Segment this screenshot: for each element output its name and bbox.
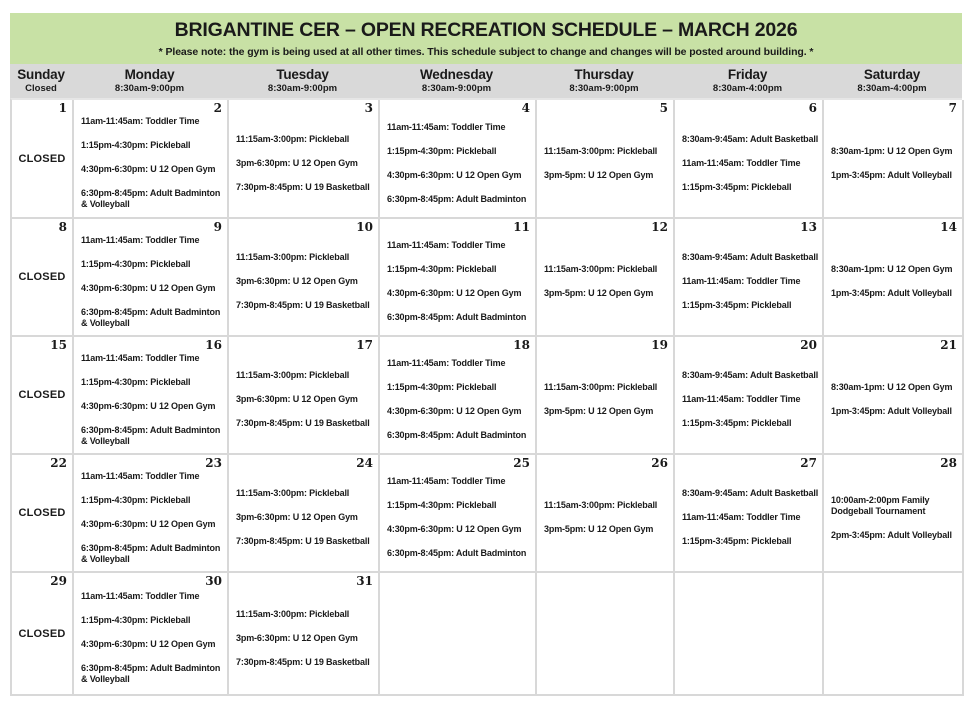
event: 7:30pm-8:45pm: U 19 Basketball <box>236 656 370 667</box>
day-header-row <box>10 64 962 98</box>
day-header-friday <box>673 64 822 98</box>
date-number: 14 <box>940 220 957 234</box>
day-cell-23 <box>74 455 229 573</box>
date-number: 3 <box>364 101 373 115</box>
event: 4:30pm-6:30pm: U 12 Open Gym <box>387 288 522 298</box>
date-number: 19 <box>651 338 668 352</box>
event: 1:15pm-3:45pm: Pickleball <box>682 300 792 310</box>
event: 8:30am-1pm: U 12 Open Gym <box>831 382 953 392</box>
empty-cell <box>380 573 537 696</box>
event: 3pm-6:30pm: U 12 Open Gym <box>236 394 358 404</box>
date-number: 25 <box>513 456 530 470</box>
event: 1:15pm-4:30pm: Pickleball <box>81 494 191 505</box>
event-list <box>229 573 378 694</box>
empty-cell <box>824 573 964 696</box>
event: 11am-11:45am: Toddler Time <box>682 394 801 404</box>
date-number: 15 <box>50 338 67 352</box>
event: 8:30am-9:45am: Adult Basketball <box>682 370 819 380</box>
event: 1:15pm-4:30pm: Pickleball <box>387 145 497 156</box>
event: 1pm-3:45pm: Adult Volleyball <box>831 406 952 416</box>
event: 4:30pm-6:30pm: U 12 Open Gym <box>81 164 216 174</box>
day-name: Monday <box>124 67 175 82</box>
event: 1pm-3:45pm: Adult Volleyball <box>831 288 952 298</box>
day-hours: 8:30am-9:00pm <box>569 83 639 94</box>
event: 10:00am-2:00pm Family Dodgeball Tournament <box>831 494 930 516</box>
event: 11am-11:45am: Toddler Time <box>81 352 200 363</box>
closed-label: CLOSED <box>18 389 66 401</box>
event-list <box>675 337 822 453</box>
day-header-thursday <box>535 64 673 98</box>
event-list <box>74 573 227 694</box>
event: 6:30pm-8:45pm: Adult Badminton & Volleyball <box>81 188 221 209</box>
calendar-grid <box>10 98 962 696</box>
event: 6:30pm-8:45pm: Adult Badminton <box>387 312 527 322</box>
event-list <box>380 337 535 453</box>
event: 4:30pm-6:30pm: U 12 Open Gym <box>387 524 522 534</box>
day-cell-31 <box>229 573 380 696</box>
event: 11:15am-3:00pm: Pickleball <box>236 370 350 380</box>
date-number: 28 <box>940 456 957 470</box>
event: 8:30am-9:45am: Adult Basketball <box>682 488 819 498</box>
event: 11am-11:45am: Toddler Time <box>387 121 506 132</box>
event: 1:15pm-3:45pm: Pickleball <box>682 418 792 428</box>
event-list <box>74 100 227 217</box>
event: 11:15am-3:00pm: Pickleball <box>544 145 658 156</box>
date-number: 27 <box>800 456 817 470</box>
event: 11:15am-3:00pm: Pickleball <box>544 500 658 510</box>
empty-cell <box>537 573 675 696</box>
event: 8:30am-9:45am: Adult Basketball <box>682 133 819 144</box>
event-list <box>824 455 962 571</box>
closed-label: CLOSED <box>18 627 66 640</box>
event: 4:30pm-6:30pm: U 12 Open Gym <box>387 169 522 180</box>
day-name: Sunday <box>17 67 65 82</box>
event-list <box>675 100 822 217</box>
event: 3pm-6:30pm: U 12 Open Gym <box>236 632 358 643</box>
day-cell-11 <box>380 219 537 337</box>
date-number: 22 <box>50 456 67 470</box>
event: 8:30am-1pm: U 12 Open Gym <box>831 145 953 156</box>
page-title: BRIGANTINE CER – OPEN RECREATION SCHEDULE – MARCH 2026 <box>174 19 798 41</box>
day-name: Thursday <box>574 67 634 82</box>
event-list <box>229 100 378 217</box>
date-number: 10 <box>356 220 373 234</box>
event: 7:30pm-8:45pm: U 19 Basketball <box>236 181 370 192</box>
event: 3pm-5pm: U 12 Open Gym <box>544 406 654 416</box>
day-cell-25 <box>380 455 537 573</box>
day-cell-4 <box>380 100 537 219</box>
day-cell-6 <box>675 100 824 219</box>
event: 6:30pm-8:45pm: Adult Badminton & Volleyball <box>81 542 221 564</box>
event: 6:30pm-8:45pm: Adult Badminton & Volleyball <box>81 663 221 684</box>
day-header-monday <box>72 64 227 98</box>
date-number: 20 <box>800 338 817 352</box>
date-number: 2 <box>213 101 222 115</box>
day-cell-16 <box>74 337 229 455</box>
empty-cell <box>675 573 824 696</box>
event-list <box>74 219 227 335</box>
event: 11am-11:45am: Toddler Time <box>682 512 801 522</box>
event: 8:30am-9:45am: Adult Basketball <box>682 252 819 262</box>
day-cell-3 <box>229 100 380 219</box>
date-number: 11 <box>513 220 530 234</box>
event: 1:15pm-4:30pm: Pickleball <box>387 264 497 274</box>
closed-label: CLOSED <box>18 271 66 283</box>
event: 11:15am-3:00pm: Pickleball <box>236 252 350 262</box>
date-number: 4 <box>521 101 530 115</box>
day-cell-13 <box>675 219 824 337</box>
day-cell-14 <box>824 219 964 337</box>
date-number: 6 <box>808 101 817 115</box>
day-cell-22 <box>12 455 74 573</box>
event-list <box>229 219 378 335</box>
date-number: 29 <box>50 574 67 588</box>
date-number: 13 <box>800 220 817 234</box>
event-list <box>537 337 673 453</box>
closed-label: CLOSED <box>18 152 66 165</box>
day-cell-7 <box>824 100 964 219</box>
event-list <box>675 219 822 335</box>
date-number: 12 <box>651 220 668 234</box>
event: 1:15pm-4:30pm: Pickleball <box>81 258 191 269</box>
event-list <box>537 455 673 571</box>
date-number: 31 <box>356 574 373 588</box>
day-cell-10 <box>229 219 380 337</box>
event: 8:30am-1pm: U 12 Open Gym <box>831 264 953 274</box>
event: 1pm-3:45pm: Adult Volleyball <box>831 169 952 180</box>
event: 11am-11:45am: Toddler Time <box>682 276 801 286</box>
event: 4:30pm-6:30pm: U 12 Open Gym <box>81 282 216 293</box>
event: 1:15pm-4:30pm: Pickleball <box>81 376 191 387</box>
recreation-schedule-calendar <box>10 13 962 696</box>
day-cell-5 <box>537 100 675 219</box>
date-number: 30 <box>205 574 222 588</box>
event: 7:30pm-8:45pm: U 19 Basketball <box>236 300 370 310</box>
day-hours: 8:30am-4:00pm <box>857 83 927 94</box>
day-cell-24 <box>229 455 380 573</box>
event: 11:15am-3:00pm: Pickleball <box>236 133 350 144</box>
date-number: 16 <box>205 338 222 352</box>
event: 11am-11:45am: Toddler Time <box>387 240 506 250</box>
day-cell-18 <box>380 337 537 455</box>
date-number: 23 <box>205 456 222 470</box>
date-number: 9 <box>213 220 222 234</box>
event: 1:15pm-3:45pm: Pickleball <box>682 536 792 546</box>
event-list <box>824 100 962 217</box>
date-number: 5 <box>659 101 668 115</box>
event: 11:15am-3:00pm: Pickleball <box>544 382 658 392</box>
event-list <box>380 455 535 571</box>
event-list <box>675 455 822 571</box>
event: 11am-11:45am: Toddler Time <box>387 358 506 368</box>
day-hours: 8:30am-9:00pm <box>267 83 338 94</box>
calendar-title-band <box>10 13 962 64</box>
event: 6:30pm-8:45pm: Adult Badminton <box>387 430 527 440</box>
event: 1:15pm-3:45pm: Pickleball <box>682 181 792 192</box>
event: 11am-11:45am: Toddler Time <box>387 476 506 486</box>
event: 3pm-5pm: U 12 Open Gym <box>544 169 654 180</box>
date-number: 8 <box>58 220 67 234</box>
event-list <box>229 337 378 453</box>
day-header-saturday <box>822 64 962 98</box>
event: 11:15am-3:00pm: Pickleball <box>236 488 350 498</box>
event: 3pm-6:30pm: U 12 Open Gym <box>236 512 358 522</box>
day-name: Friday <box>727 67 768 82</box>
event: 11am-11:45am: Toddler Time <box>81 591 200 601</box>
closed-label: CLOSED <box>18 507 66 519</box>
event: 11am-11:45am: Toddler Time <box>682 157 801 168</box>
day-hours: Closed <box>25 83 57 94</box>
day-cell-26 <box>537 455 675 573</box>
event: 11:15am-3:00pm: Pickleball <box>544 264 658 274</box>
event: 3pm-6:30pm: U 12 Open Gym <box>236 157 358 168</box>
date-number: 24 <box>356 456 373 470</box>
event-list <box>380 219 535 335</box>
event: 1:15pm-4:30pm: Pickleball <box>81 615 191 625</box>
day-name: Saturday <box>863 67 921 82</box>
date-number: 17 <box>356 338 373 352</box>
event-list <box>824 219 962 335</box>
event: 4:30pm-6:30pm: U 12 Open Gym <box>81 639 216 649</box>
event-list <box>380 100 535 217</box>
day-cell-9 <box>74 219 229 337</box>
event: 1:15pm-4:30pm: Pickleball <box>81 140 191 150</box>
day-cell-27 <box>675 455 824 573</box>
event: 3pm-5pm: U 12 Open Gym <box>544 524 654 534</box>
day-cell-12 <box>537 219 675 337</box>
event: 6:30pm-8:45pm: Adult Badminton <box>387 548 527 558</box>
event: 1:15pm-4:30pm: Pickleball <box>387 382 497 392</box>
day-cell-20 <box>675 337 824 455</box>
event: 4:30pm-6:30pm: U 12 Open Gym <box>387 406 522 416</box>
schedule-note: * Please note: the gym is being used at all other times. This schedule subject to change and changes will be posted around building. * <box>158 46 814 58</box>
event-list <box>824 337 962 453</box>
day-header-wednesday <box>378 64 535 98</box>
event: 7:30pm-8:45pm: U 19 Basketball <box>236 418 370 428</box>
event: 7:30pm-8:45pm: U 19 Basketball <box>236 536 370 546</box>
event: 4:30pm-6:30pm: U 12 Open Gym <box>81 400 216 411</box>
day-cell-28 <box>824 455 964 573</box>
event: 1:15pm-4:30pm: Pickleball <box>387 500 497 510</box>
day-name: Wednesday <box>420 67 493 82</box>
day-header-sunday <box>10 64 72 98</box>
event: 11am-11:45am: Toddler Time <box>81 116 200 126</box>
event: 4:30pm-6:30pm: U 12 Open Gym <box>81 518 216 529</box>
event: 11am-11:45am: Toddler Time <box>81 234 200 245</box>
day-header-tuesday <box>227 64 378 98</box>
event: 6:30pm-8:45pm: Adult Badminton & Volleyball <box>81 424 221 446</box>
date-number: 21 <box>940 338 957 352</box>
day-cell-8 <box>12 219 74 337</box>
date-number: 7 <box>948 101 957 115</box>
day-cell-17 <box>229 337 380 455</box>
event: 2pm-3:45pm: Adult Volleyball <box>831 529 952 540</box>
event: 11:15am-3:00pm: Pickleball <box>236 608 350 619</box>
event-list <box>74 337 227 453</box>
day-hours: 8:30am-9:00pm <box>421 83 492 94</box>
date-number: 18 <box>513 338 530 352</box>
event-list <box>74 455 227 571</box>
day-cell-29 <box>12 573 74 696</box>
day-name: Tuesday <box>276 67 329 82</box>
date-number: 26 <box>651 456 668 470</box>
day-hours: 8:30am-9:00pm <box>114 83 185 94</box>
event: 11am-11:45am: Toddler Time <box>81 470 200 481</box>
day-cell-21 <box>824 337 964 455</box>
event: 3pm-6:30pm: U 12 Open Gym <box>236 276 358 286</box>
event: 3pm-5pm: U 12 Open Gym <box>544 288 654 298</box>
day-hours: 8:30am-4:00pm <box>712 83 783 94</box>
day-cell-2 <box>74 100 229 219</box>
day-cell-15 <box>12 337 74 455</box>
event-list <box>537 219 673 335</box>
day-cell-19 <box>537 337 675 455</box>
date-number: 1 <box>58 101 67 115</box>
day-cell-30 <box>74 573 229 696</box>
day-cell-1 <box>12 100 74 219</box>
event-list <box>537 100 673 217</box>
event: 6:30pm-8:45pm: Adult Badminton <box>387 193 527 204</box>
event-list <box>229 455 378 571</box>
event: 6:30pm-8:45pm: Adult Badminton & Volleyball <box>81 306 221 328</box>
